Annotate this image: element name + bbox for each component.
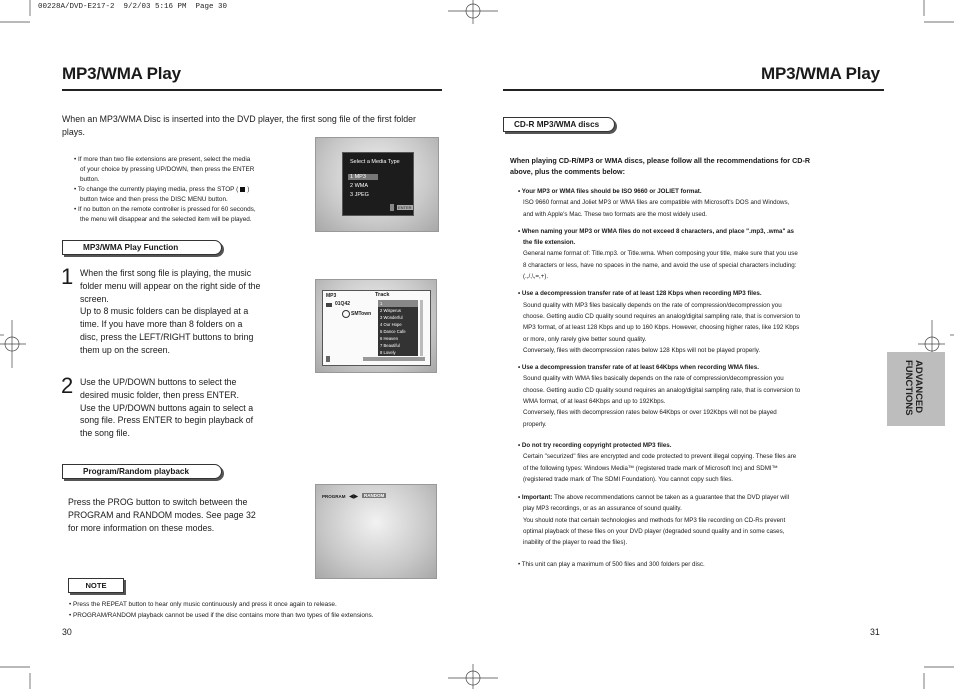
bullet-item: • If more than two file extensions are present, select the media of your choice by pressing UP/DOWN, then press the ENTER button. — [74, 156, 255, 183]
bullet-item: • To change the currently playing media, press the STOP ( ) button twice and then press the DISC MENU button. — [74, 186, 250, 203]
program-label: PROGRAM — [322, 494, 346, 499]
media-type-screenshot — [315, 137, 439, 232]
random-label: RANDOM — [364, 493, 385, 498]
folder-name-2: SMTown — [351, 311, 372, 317]
folder-name-1: 01Q42 — [335, 301, 351, 307]
note-list — [69, 600, 449, 621]
note-item: • Press the REPEAT button to hear only music continuously and press it once again to release. — [69, 601, 337, 608]
title-rule-left — [62, 89, 442, 91]
recommendation-item: • Do not try recording copyright protected MP3 files. Certain "securized" files are encrypted and code protected to prevent illegal copying. These files are of the following types: Windows Media™ (registered trade mark of Microsoft Inc) and SDMI™ (registered trade mark of The SDMI Foundation). You cannot copy such files. — [518, 441, 797, 483]
section-label-play-function: MP3/WMA Play Function — [62, 240, 222, 255]
file-item: 5 Dance Cafe — [380, 329, 406, 334]
title-rule-right — [503, 89, 884, 91]
limit-item: • This unit can play a maximum of 500 files and 300 folders per disc. — [518, 560, 705, 568]
step-2-number: 2 — [61, 373, 74, 398]
side-tab-label: ADVANCED FUNCTIONS — [903, 360, 924, 416]
media-option-jpeg: 3 JPEG — [350, 192, 369, 198]
file-item: 4 Our Hope — [380, 322, 402, 327]
page-number-right: 31 — [870, 627, 880, 637]
intro-text — [62, 113, 462, 139]
disc-icon — [342, 310, 350, 318]
section-label-cdr: CD-R MP3/WMA discs — [503, 117, 615, 132]
file-item: 1 — [378, 300, 418, 307]
side-tab-advanced-functions — [887, 352, 945, 426]
control-bar — [363, 357, 425, 361]
note-label: NOTE — [68, 578, 124, 593]
nav-arrows-icon — [326, 356, 330, 362]
step-1-text: When the first song file is playing, the music folder menu will appear on the right side of the screen. Up to 8 music folders can be displayed at a time. If you have more than 8 folders on a disc, press the LEFT/RIGHT buttons to bring them up on the screen. — [80, 268, 261, 355]
page-title-right: MP3/WMA Play — [761, 64, 880, 83]
file-item: 8 Lovely — [380, 350, 396, 355]
note-item: • PROGRAM/RANDOM playback cannot be used if the disc contains more than two types of file extensions. — [69, 611, 374, 619]
intro-line: When an MP3/WMA Disc is inserted into the DVD player, the first song file of the first folder — [62, 114, 416, 124]
file-item: 2 Wisperus — [380, 308, 401, 313]
bullet-list — [74, 155, 309, 225]
file-list — [378, 300, 418, 356]
recommendation-item: • Use a decompression transfer rate of at least 128 Kbps when recording MP3 files. Sound quality with MP3 files basically depends on the rate of compression/decompression you choose. Getting audio CD quality sound requires an analog/digital sampling rate, that is conversion to MP3 format, of at least 128 Kbps and up to 160 Kbps. However, choosing higher rates, like 192 Kbps or more, only rarely give better sound quality. Conversely, files with decompression rates below 128 Kbps will not be played properly. — [518, 290, 801, 354]
file-item: 3 Wonderful — [380, 315, 403, 320]
section-label-program-random: Program/Random playback — [62, 464, 222, 479]
step-1-number: 1 — [61, 264, 74, 289]
bullet-item: • If no button on the remote controller is pressed for 60 seconds, the menu will disappear and the selected item will be played. — [74, 206, 256, 223]
page-title-left: MP3/WMA Play — [62, 64, 181, 83]
media-menu-panel — [342, 152, 414, 216]
lead-text: When playing CD-R/MP3 or WMA discs, please follow all the recommendations for CD-R above, plus the comments below: — [510, 156, 811, 177]
important-item: • Important: The above recommendations cannot be taken as a guarantee that the DVD player will play MP3 recordings, or as an assurance of sound quality. You should note that certain technologies and methods for MP3 file recording on CD-Rs prevent optimal playback of these files on your DVD player (degraded sound quality and in some cases, inability of the player to read the files). — [518, 494, 790, 547]
enter-indicator: ENTER — [398, 205, 412, 210]
recommendation-item: • Your MP3 or WMA files should be ISO 9660 or JOLIET format. ISO 9660 format and Joliet MP3 or WMA files are compatible with Microsoft's DOS and Windows, and with Apple's Mac. These two formats are the most widely used. — [518, 188, 790, 218]
nav-arrows-icon — [390, 204, 394, 211]
track-label: Track — [375, 292, 390, 298]
stop-icon — [240, 187, 245, 192]
media-option-wma: 2 WMA — [350, 183, 369, 189]
scrollbar — [420, 300, 423, 356]
step-2-text: Use the UP/DOWN buttons to select the desired music folder, then press ENTER. Use the UP/DOWN buttons again to select a song file. Press ENTER to begin playback of the song file. — [80, 377, 254, 439]
toggle-arrows-icon: ◀▶ — [349, 494, 359, 500]
media-menu-title: Select a Media Type — [350, 159, 400, 165]
file-item: 7 Beautiful — [380, 343, 400, 348]
program-random-screenshot — [315, 484, 437, 579]
recommendation-list — [518, 186, 880, 570]
intro-line: plays. — [62, 126, 85, 137]
folder-icon — [326, 303, 332, 307]
recommendation-item: • When naming your MP3 or WMA files do not exceed 8 characters, and place ".mp3, .wma" as the file extension. General name format of: Title.mp3. or Title.wma. When composing your title, make sure that you use 8 characters or less, have no spaces in the name, and avoid the use of special characters including: (.,/,\,=,+). — [518, 227, 798, 281]
folder-menu-screenshot — [315, 279, 437, 373]
prog-text: Press the PROG button to switch between the PROGRAM and RANDOM modes. See page 32 for more information on these modes. — [68, 497, 256, 533]
mp3-label: MP3 — [326, 293, 337, 299]
file-item: 6 Heaven — [380, 336, 398, 341]
media-option-mp3: 1 MP3 — [348, 174, 378, 180]
print-header: 00228A/DVD-E217-2 9/2/03 5:16 PM Page 30 — [38, 3, 228, 11]
page-number-left: 30 — [62, 627, 72, 637]
recommendation-item: • Use a decompression transfer rate of at least 64Kbps when recording WMA files. Sound quality with WMA files basically depends on the rate of compression/decompression you choose. Getting audio CD quality sound requires an analog/digital sampling rate, that is conversion to WMA format, of at least 64Kbps and up to 192Kbps. Conversely, files with decompression rates below 64Kbps or over 192Kbps will not be played properly. — [518, 364, 801, 428]
folder-menu-panel — [322, 290, 431, 366]
